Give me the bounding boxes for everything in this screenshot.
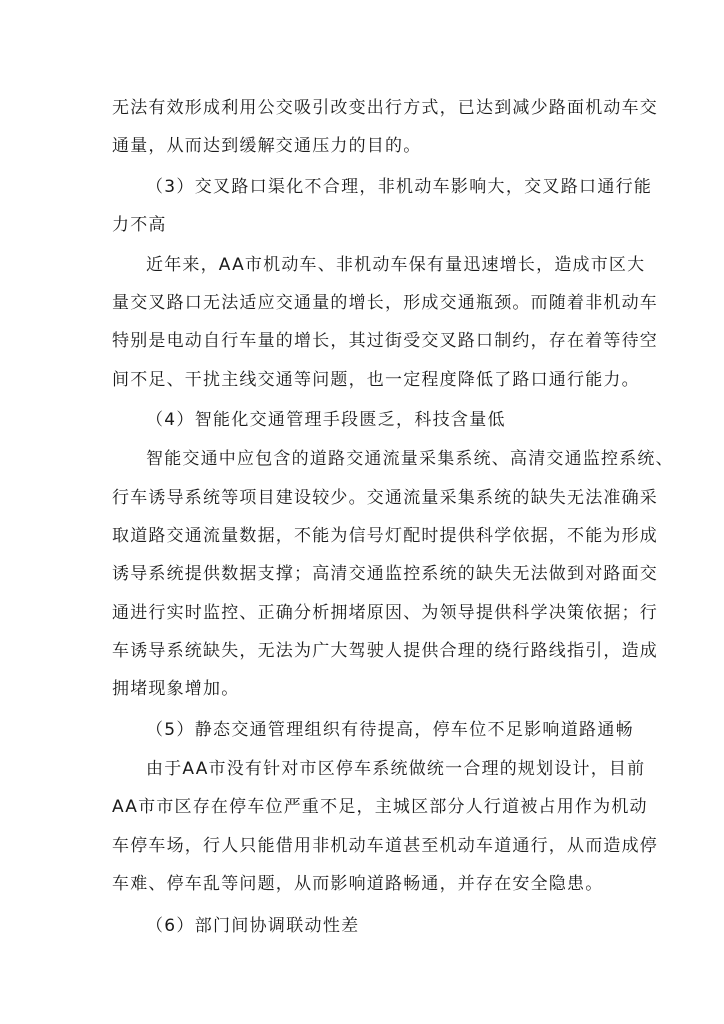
section-heading-3: （3）交叉路口渠化不合理，非机动车影响大，交叉路口通行能 (146, 177, 653, 197)
body-line: 取道路交通流量数据，不能为信号灯配时提供科学依据，不能为形成 (112, 526, 658, 546)
body-line: 诱导系统提供数据支撑；高清交通监控系统的缺失无法做到对路面交 (112, 564, 658, 584)
body-line: 车诱导系统缺失，无法为广大驾驶人提供合理的绕行路线指引，造成 (112, 641, 658, 661)
body-line: 车停车场，行人只能借用非机动车道甚至机动车道通行，从而造成停 (112, 836, 658, 856)
body-line: 拥堵现象增加。 (112, 679, 240, 699)
body-line: 特别是电动自行车量的增长，其过街受交叉路口制约，存在着等待空 (112, 331, 658, 351)
body-line: 近年来，AA市机动车、非机动车保有量迅速增长，造成市区大 (146, 255, 646, 275)
section-heading-3-continued: 力不高 (112, 215, 167, 235)
section-heading-6: （6）部门间协调联动性差 (146, 916, 360, 936)
body-line: 通进行实时监控、正确分析拥堵原因、为领导提供科学决策依据；行 (112, 603, 658, 623)
body-line: 量交叉路口无法适应交通量的增长，形成交通瓶颈。而随着非机动车 (112, 293, 658, 313)
body-line: 通量，从而达到缓解交通压力的目的。 (112, 136, 422, 156)
body-line: 智能交通中应包含的道路交通流量采集系统、高清交通监控系统、 (146, 449, 674, 469)
body-line: 行车诱导系统等项目建设较少。交通流量采集系统的缺失无法准确采 (112, 488, 658, 508)
body-line: 间不足、干扰主线交通等问题，也一定程度降低了路口通行能力。 (112, 370, 640, 390)
body-line: 由于AA市没有针对市区停车系统做统一合理的规划设计，目前 (146, 759, 646, 779)
body-line: 无法有效形成利用公交吸引改变出行方式，已达到减少路面机动车交 (112, 98, 658, 118)
body-line: AA市市区存在停车位严重不足，主城区部分人行道被占用作为机动 (112, 797, 648, 817)
section-heading-4: （4）智能化交通管理手段匮乏，科技含量低 (146, 410, 506, 430)
body-line: 车难、停车乱等问题，从而影响道路畅通，并存在安全隐患。 (112, 874, 604, 894)
section-heading-5: （5）静态交通管理组织有待提高，停车位不足影响道路通畅 (146, 720, 634, 740)
